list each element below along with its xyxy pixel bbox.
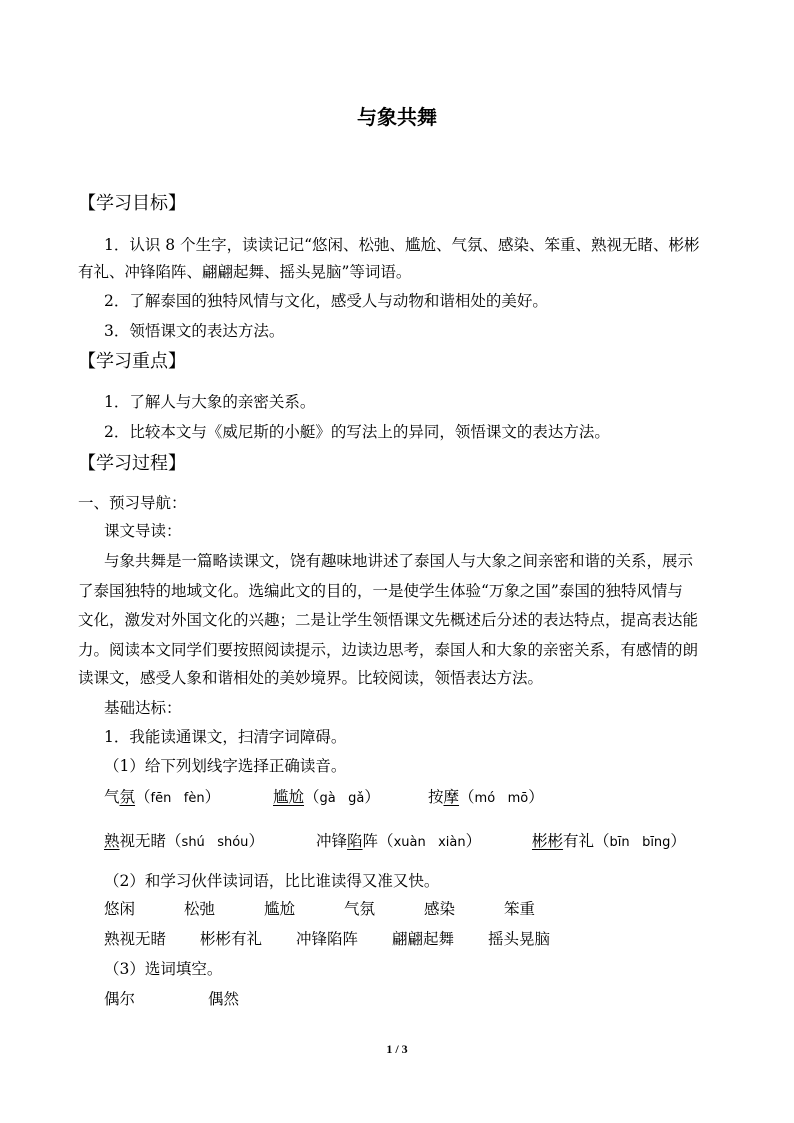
bracket: ） — [528, 788, 544, 806]
bracket: （ — [166, 832, 182, 850]
bracket: （ — [135, 788, 151, 806]
underlined-char: 尴尬 — [273, 788, 305, 806]
pinyin-item — [532, 830, 686, 854]
pinyin-option-a: fēn — [150, 791, 172, 806]
goal-1-line-2: 有礼、冲锋陷阵、翩翩起舞、摇头晃脑”等词语。 — [78, 263, 412, 281]
word-item: 悠闲 — [104, 900, 136, 918]
question-1-1: （1）给下列划线字选择正确读音。 — [104, 757, 347, 775]
word-item: 摇头晃脑 — [488, 930, 551, 948]
word-item: 彬彬有礼 — [200, 930, 263, 948]
word-item: 尴尬 — [264, 900, 296, 918]
bracket: ） — [364, 788, 380, 806]
pinyin-option-b: bīng — [642, 835, 671, 850]
pinyin-option-a: gà — [319, 791, 336, 806]
word-item: 气氛 — [344, 900, 376, 918]
word-item: 翩翩起舞 — [392, 930, 455, 948]
focus-1: 1．了解人与大象的亲密关系。 — [104, 393, 316, 411]
word-item: 松弛 — [184, 900, 216, 918]
pinyin-option-a: shú — [181, 835, 205, 850]
pinyin-option-b: gǎ — [348, 791, 365, 806]
bracket: （ — [459, 788, 475, 806]
goal-1-line-1: 1．认识 8 个生字，读读记记“悠闲、松弛、尴尬、气氛、感染、笨重、熟视无睹、彬彬 — [104, 236, 700, 254]
word-item: 冲锋陷阵 — [296, 930, 359, 948]
bracket: ） — [248, 832, 264, 850]
word-item: 笨重 — [504, 900, 536, 918]
pinyin-item — [104, 830, 264, 854]
goal-2: 2．了解泰国的独特风情与文化，感受人与动物和谐相处的美好。 — [104, 292, 548, 310]
section-heading-goals: 【学习目标】 — [78, 193, 186, 214]
goal-3: 3．领悟课文的表达方法。 — [104, 322, 285, 340]
word-part: 有礼 — [563, 832, 595, 850]
preview-heading: 一、预习导航： — [78, 494, 187, 512]
underlined-char: 陷 — [347, 832, 363, 850]
pinyin-option-b: fèn — [183, 791, 205, 806]
underlined-char: 熟 — [104, 832, 120, 850]
pinyin-option-b: xiàn — [438, 835, 466, 850]
choice-word: 偶尔 — [104, 990, 136, 1008]
word-part: 视无睹 — [119, 832, 167, 850]
underlined-char: 氛 — [119, 788, 136, 806]
bracket: （ — [378, 832, 394, 850]
word-part: 阵 — [362, 832, 379, 850]
section-heading-focus: 【学习重点】 — [78, 351, 186, 372]
bracket: ） — [465, 832, 482, 850]
underlined-char: 彬彬 — [532, 832, 564, 850]
guide-paragraph-line-5: 读课文，感受人象和谐相处的美妙境界。比较阅读，领悟表达方法。 — [78, 669, 544, 687]
question-1-2: （2）和学习伙伴读词语，比比谁读得又准又快。 — [104, 872, 440, 890]
pinyin-option-b: shóu — [217, 835, 249, 850]
page-number: 1 / 3 — [386, 1042, 408, 1056]
bracket: （ — [594, 832, 610, 850]
pinyin-option-a: bīn — [609, 835, 630, 850]
basic-heading: 基础达标： — [104, 699, 182, 717]
bracket: ） — [204, 788, 221, 806]
pinyin-item — [273, 786, 380, 810]
pinyin-option-b: mō — [507, 791, 529, 806]
bracket: ） — [670, 832, 686, 850]
guide-paragraph-line-4: 力。阅读本文同学们要按照阅读提示，边读边思考，泰国人和大象的亲密关系，有感情的朗 — [78, 641, 699, 659]
section-heading-process: 【学习过程】 — [78, 453, 186, 474]
guide-paragraph-line-2: 了泰国独特的地域文化。选编此文的目的，一是使学生体验“万象之国”泰国的独特风情与 — [78, 582, 683, 600]
word-part: 按 — [428, 788, 444, 806]
pinyin-option-a: xuàn — [393, 835, 426, 850]
pinyin-option-a: mó — [474, 791, 496, 806]
choice-word: 偶然 — [208, 990, 240, 1008]
bracket: （ — [304, 788, 320, 806]
guide-paragraph-line-1: 与象共舞是一篇略读课文，饶有趣味地讲述了泰国人与大象之间亲密和谐的关系，展示 — [104, 552, 694, 570]
word-item: 感染 — [424, 900, 456, 918]
question-1: 1．我能读通课文，扫清字词障碍。 — [104, 728, 347, 746]
focus-2: 2．比较本文与《威尼斯的小艇》的写法上的异同，领悟课文的表达方法。 — [104, 423, 610, 441]
guide-heading: 课文导读： — [104, 522, 182, 540]
word-item: 熟视无睹 — [104, 930, 167, 948]
word-part: 冲锋 — [316, 832, 348, 850]
pinyin-item — [428, 786, 544, 810]
question-1-3: （3）选词填空。 — [104, 960, 223, 978]
pinyin-item — [316, 830, 481, 854]
pinyin-item — [104, 786, 220, 810]
underlined-char: 摩 — [443, 788, 460, 806]
guide-paragraph-line-3: 文化，激发对外国文化的兴趣；二是让学生领悟课文先概述后分述的表达特点，提高表达能 — [78, 611, 699, 629]
word-part: 气 — [104, 788, 120, 806]
page-title: 与象共舞 — [357, 105, 437, 129]
